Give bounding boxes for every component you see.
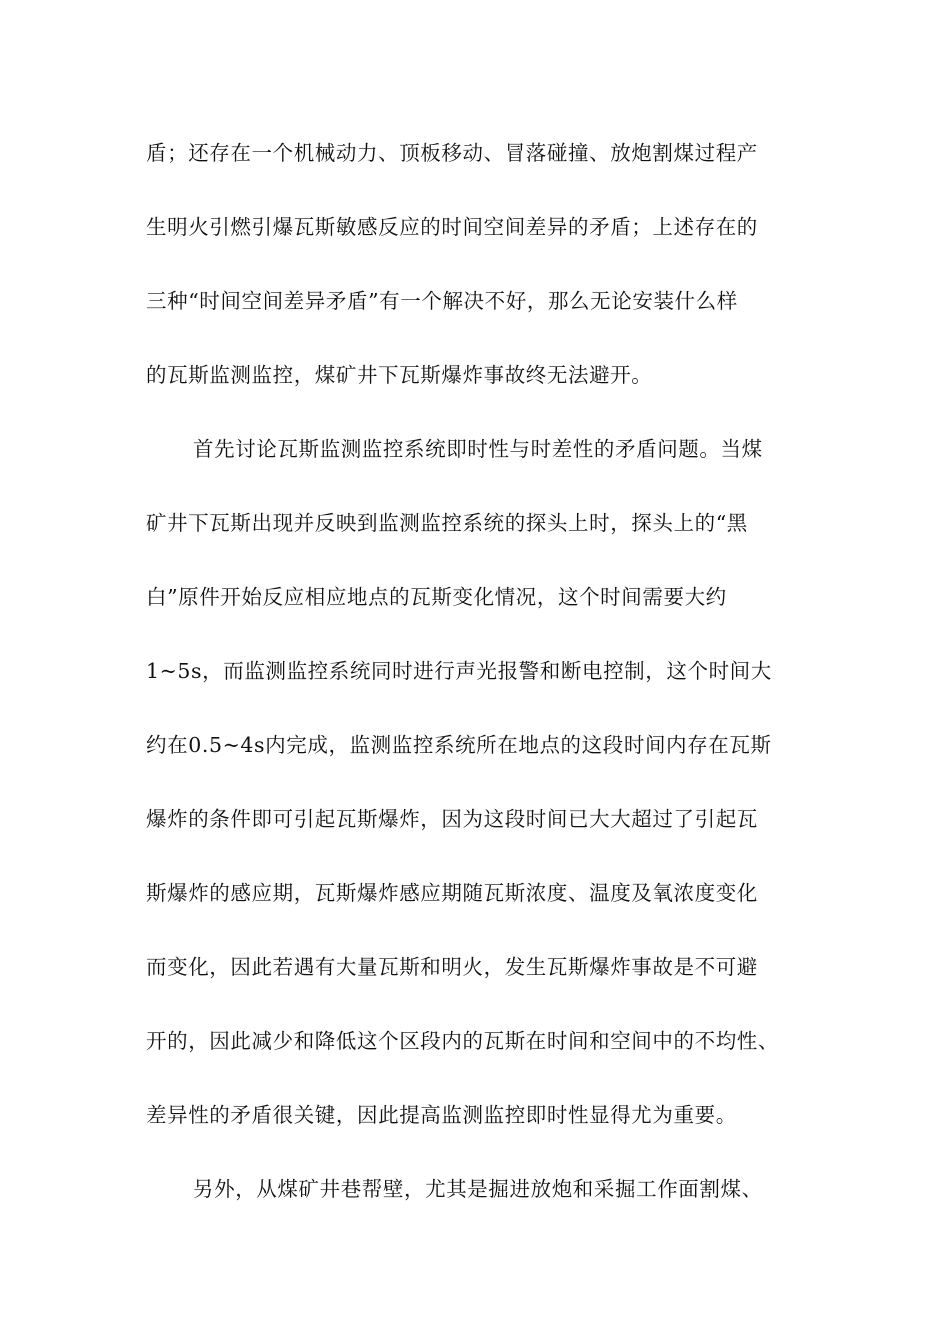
text-line-2: 生明火引燃引爆瓦斯敏感反应的时间空间差异的矛盾；上述存在的 — [146, 215, 758, 239]
text-line-6: 矿井下瓦斯出现并反映到监测监控系统的探头上时，探头上的“黑 — [146, 511, 748, 535]
paragraph-2-first-line: 首先讨论瓦斯监测监控系统即时性与时差性的矛盾问题。当煤 — [193, 437, 763, 461]
text-line-8: 1~5s，而监测监控系统同时进行声光报警和断电控制，这个时间大 — [146, 659, 772, 683]
text-line-13: 开的，因此减少和降低这个区段内的瓦斯在时间和空间中的不均性、 — [146, 1029, 779, 1053]
text-line-3: 三种“时间空间差异矛盾”有一个解决不好，那么无论安装什么样 — [146, 289, 738, 313]
text-line-12: 而变化，因此若遇有大量瓦斯和明火，发生瓦斯爆炸事故是不可避 — [146, 955, 758, 979]
text-line-10: 爆炸的条件即可引起瓦斯爆炸，因为这段时间已大大超过了引起瓦 — [146, 807, 758, 831]
paragraph-3-first-line: 另外，从煤矿井巷帮壁，尤其是掘进放炮和采掘工作面割煤、 — [193, 1177, 763, 1201]
text-line-9: 约在0.5~4s内完成，监测监控系统所在地点的这段时间内存在瓦斯 — [146, 733, 772, 757]
text-line-14: 差异性的矛盾很关键，因此提高监测监控即时性显得尤为重要。 — [146, 1103, 737, 1127]
text-line-7: 白”原件开始反应相应地点的瓦斯变化情况，这个时间需要大约 — [146, 585, 727, 609]
text-line-11: 斯爆炸的感应期，瓦斯爆炸感应期随瓦斯浓度、温度及氧浓度变化 — [146, 881, 758, 905]
text-line-4: 的瓦斯监测监控，煤矿井下瓦斯爆炸事故终无法避开。 — [146, 363, 653, 387]
text-line-1: 盾；还存在一个机械动力、顶板移动、冒落碰撞、放炮割煤过程产 — [146, 141, 758, 165]
